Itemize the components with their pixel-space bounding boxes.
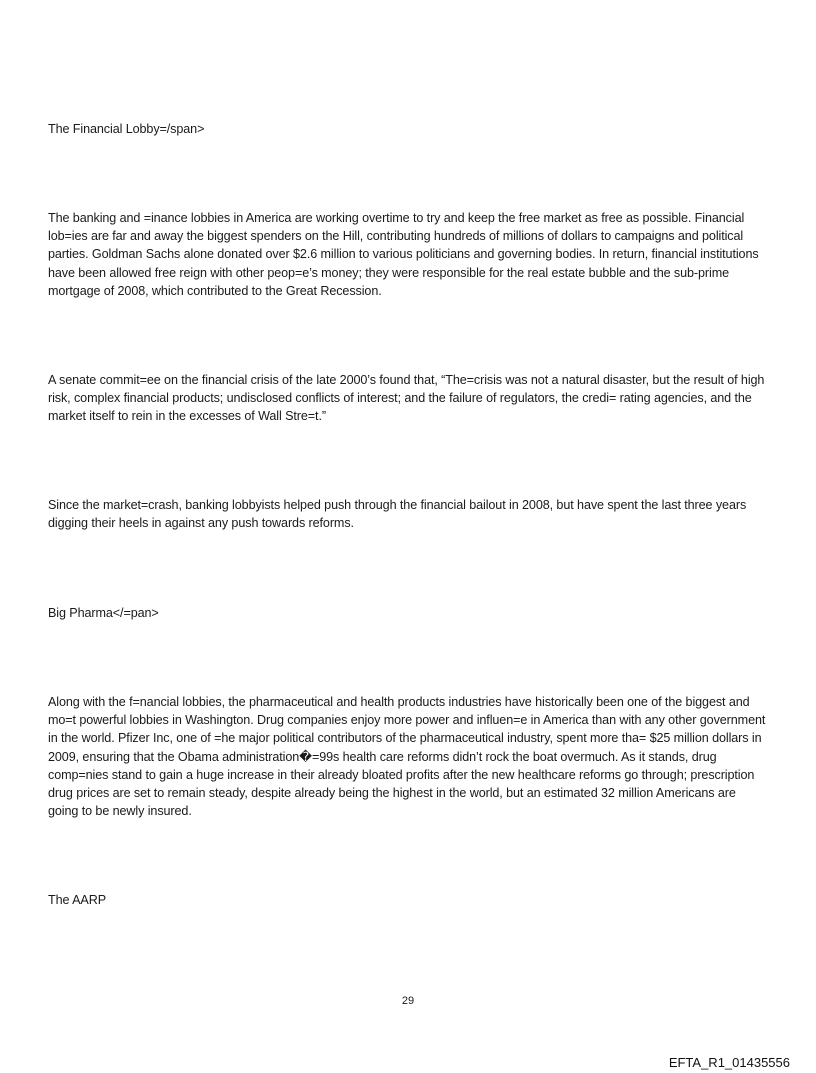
paragraph-pharmaceutical-lobbies: Along with the f=nancial lobbies, the pharmaceutical and health products industries have historically been one of the biggest and mo=t powerful lobbies in Washington. Drug companies enjoy more power and influen=e in America than with any other government in the world. Pfizer Inc, one of =he major political contributors of the pharmaceutical industry, spent more tha= $25 million dollars in 2009, ensuring that the Obama administration�=99s health care reforms didn’t rock the boat overmuch. As it stands, drug comp=nies stand to gain a huge increase in their already bloated profits after the new healthcare reforms go through; prescription drug prices are set to remain steady, despite already being the highest in the world, but an estimated 32 million Americans are going to be newly insured. xyxy=(48,695,766,819)
paragraph-financial-lobbies: The banking and =inance lobbies in America are working overtime to try and keep the free market as free as possible. Financial lob=ies are far and away the biggest spenders on the Hill, contributing hundreds of millions of dollars to campaigns and political parties. Goldman Sachs alone donated over $2.6 million to various politicians and governing bodies. In return, financial institutions have been allowed free reign with other peop=e’s money; they were responsible for the real estate bubble and the sub-prime mortgage of 2008, which contributed to the Great Recession. xyxy=(48,211,759,298)
paragraph-senate-committee: A senate commit=ee on the financial crisis of the late 2000’s found that, “The=crisis was not a natural disaster, but the result of high risk, complex financial products; undisclosed conflicts of interest; and the failure of regulators, the credi= rating agencies, and the market itself to rein in the excesses of Wall Stre=t.” xyxy=(48,373,765,424)
section-heading-financial-lobby: The Financial Lobby=/span> xyxy=(48,122,205,136)
page-number: 29 xyxy=(401,995,415,1007)
section-heading-big-pharma: Big Pharma</=pan> xyxy=(48,606,159,620)
paragraph-market-crash: Since the market=crash, banking lobbyists helped push through the financial bailout in 2008, but have spent the last three years digging their heels in against any push towards reforms. xyxy=(48,498,747,531)
section-heading-aarp: The AARP xyxy=(48,893,106,907)
bates-number: EFTA_R1_01435556 xyxy=(668,1055,790,1070)
